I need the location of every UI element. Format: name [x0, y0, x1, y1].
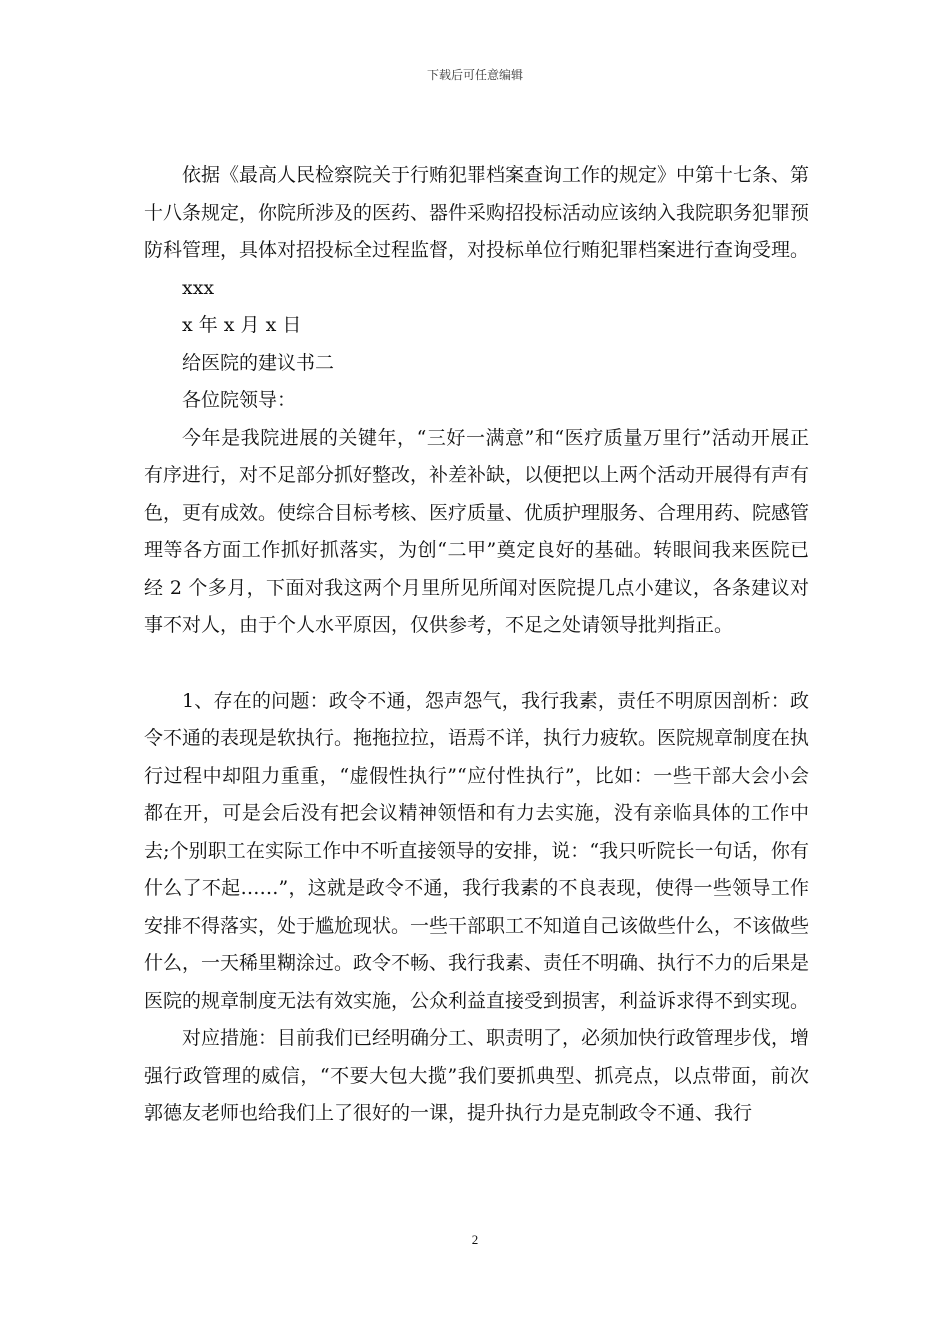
section-title: 给医院的建议书二 — [182, 351, 335, 374]
page-header: 下载后可任意编辑 — [426, 68, 523, 82]
page-number: 2 — [471, 1232, 479, 1247]
paragraph-problem: 1、存在的问题：政令不通，怨声怨气，我行我素，责任不明原因剖析：政令不通的表现是软执行。拖拖拉拉，语焉不详，执行力疲软。医院规章制度在执行过程中却阻力重重，“虚假性执行”“应付性执行”，比如：一些干部大会小会都在开，可是会后没有把会议精神领悟和有力去实施，没有亲临具体的工作中去;个别职工在实际工作中不听直接领导的安排，说：“我只听院长一句话，你有什么了不起……”，这就是政令不通，我行我素的不良表现，使得一些领导工作安排不得落实，处于尴尬现状。一些干部职工不知道自己该做些什么，不该做些什么，一天稀里糊涂过。政令不畅、我行我素、责任不明确、执行不力的后果是医院的规章制度无法有效实施，公众利益直接受到损害，利益诉求得不到实现。 — [144, 689, 810, 1012]
signature: xxx — [182, 276, 215, 299]
document-body — [144, 157, 809, 1133]
paragraph-measures: 对应措施：目前我们已经明确分工、职责明了，必须加快行政管理步伐，增强行政管理的威信，“不要大包大揽”我们要抓典型、抓亮点，以点带面，前次郭德友老师也给我们上了很好的一课，提升执行力是克制政令不通、我行 — [144, 1027, 810, 1124]
paragraph-spacer — [144, 645, 809, 683]
paragraph-intro: 今年是我院进展的关键年，“三好一满意”和“医疗质量万里行”活动开展正有序进行，对不足部分抓好整改，补差补缺，以便把以上两个活动开展得有声有色，更有成效。使综合目标考核、医疗质量、优质护理服务、合理用药、院感管理等各方面工作抓好抓落实，为创“二甲”奠定良好的基础。转眼间我来医院已经 2 个多月，下面对我这两个月里所见所闻对医院提几点小建议，各条建议对事不对人，由于个人水平原因，仅供参考，不足之处请领导批判指正。 — [144, 426, 810, 636]
date-line: x 年 x 月 x 日 — [182, 314, 302, 336]
paragraph-regulation: 依据《最高人民检察院关于行贿犯罪档案查询工作的规定》中第十七条、第十八条规定，你院所涉及的医药、器件采购招投标活动应该纳入我院职务犯罪预防科管理，具体对招投标全过程监督，对投标单位行贿犯罪档案进行查询受理。 — [144, 164, 810, 261]
salutation: 各位院领导： — [182, 389, 297, 411]
